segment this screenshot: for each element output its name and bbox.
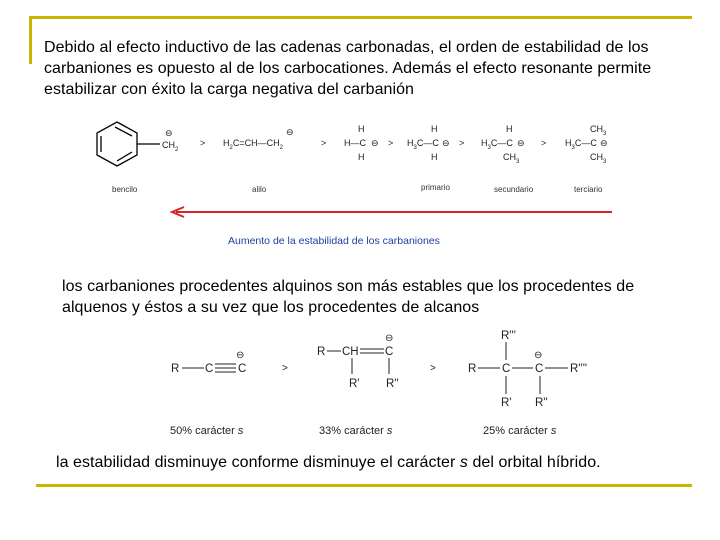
stability-arrow <box>172 207 612 217</box>
greater-sign-1: > <box>200 138 206 148</box>
hybridization-figure <box>171 330 587 409</box>
label-terciario: terciario <box>574 185 603 194</box>
conclusion-text-end: del orbital híbrido. <box>467 454 601 471</box>
methyl-minus-charge: ⊖ <box>371 138 379 148</box>
greater-sign-5: > <box>541 138 547 148</box>
intro-paragraph: Debido al efecto inductivo de las cadenas carbonadas, el orden de estabilidad de los carbaniones es opuesto al de los carbocationes. Además el efecto resonante permite estabilizar con éxito la carga negativa del carbanión <box>44 39 652 98</box>
tertiary-structure: $H_3C—C$ <box>565 138 597 151</box>
alkane-r: R <box>468 363 477 375</box>
alkane-r-double-prime: R'' <box>535 397 548 409</box>
alkyne-paragraph: los carbaniones procedentes alquinos son más estables que los procedentes de alquenos y éstos a su vez que los procedentes de alcanos <box>62 278 635 316</box>
alkene-ch: CH <box>342 346 359 358</box>
secondary-bottom-ch3: $CH_3$ <box>503 152 520 165</box>
alkane-minus-charge: ⊖ <box>534 350 543 361</box>
methyl-hc: H—C <box>344 138 366 148</box>
conclusion-text-start: la estabilidad disminuye conforme disminuye el carácter <box>56 454 460 471</box>
alkane-r-prime: R' <box>501 397 512 409</box>
greater-sign-4: > <box>459 138 465 148</box>
greater-sign-2: > <box>321 138 327 148</box>
caption-alkene: 33% carácter s <box>319 425 393 437</box>
primary-minus-charge: ⊖ <box>442 138 450 148</box>
secondary-structure: $H_3C—C$ <box>481 138 513 151</box>
label-alilo: alilo <box>252 185 267 194</box>
stability-arrow-caption: Aumento de la estabilidad de los carbaniones <box>228 235 440 247</box>
alkane-c1: C <box>502 363 511 375</box>
alkene-minus-charge: ⊖ <box>385 333 394 344</box>
greater-sign-a: > <box>282 363 288 374</box>
primary-bottom-h: H <box>431 152 438 162</box>
allyl-minus-charge: ⊖ <box>286 127 294 137</box>
greater-sign-3: > <box>388 138 394 148</box>
primary-structure: $H_3C—C$ <box>407 138 439 151</box>
greater-sign-b: > <box>430 363 436 374</box>
benzyl-ch-label: $CH_2$ <box>162 140 179 153</box>
alkyne-minus-charge: ⊖ <box>236 350 245 361</box>
alkyne-r: R <box>171 363 180 375</box>
alkene-r: R <box>317 346 326 358</box>
alkane-r-quad-prime: R'''' <box>570 363 588 375</box>
primary-top-h: H <box>431 124 438 134</box>
caption-alkyne: 50% carácter s <box>170 425 244 437</box>
alkyne-c1: C <box>205 363 214 375</box>
alkene-c: C <box>385 346 394 358</box>
caption-alkane: 25% carácter s <box>483 425 557 437</box>
tertiary-bottom-ch3: $CH_3$ <box>590 152 607 165</box>
alkene-r-prime: R' <box>349 378 360 390</box>
tertiary-minus-charge: ⊖ <box>600 138 608 148</box>
alkane-c2: C <box>535 363 544 375</box>
secondary-minus-charge: ⊖ <box>517 138 525 148</box>
benzene-ring <box>97 122 160 166</box>
benzyl-minus-charge: ⊖ <box>165 128 173 138</box>
label-secundario: secundario <box>494 185 534 194</box>
label-primario: primario <box>421 183 450 192</box>
methyl-bottom-h: H <box>358 152 365 162</box>
tertiary-top-ch3: $CH_3$ <box>590 124 607 137</box>
alkyne-c2: C <box>238 363 247 375</box>
allyl-structure: $H_2C=CH—CH_2$ <box>223 138 283 151</box>
label-bencilo: bencilo <box>112 185 138 194</box>
methyl-top-h: H <box>358 124 365 134</box>
conclusion-s-italic: s <box>459 454 468 471</box>
alkene-r-double-prime: R'' <box>386 378 399 390</box>
secondary-top-h: H <box>506 124 513 134</box>
alkane-r-triple-prime: R''' <box>501 330 516 342</box>
